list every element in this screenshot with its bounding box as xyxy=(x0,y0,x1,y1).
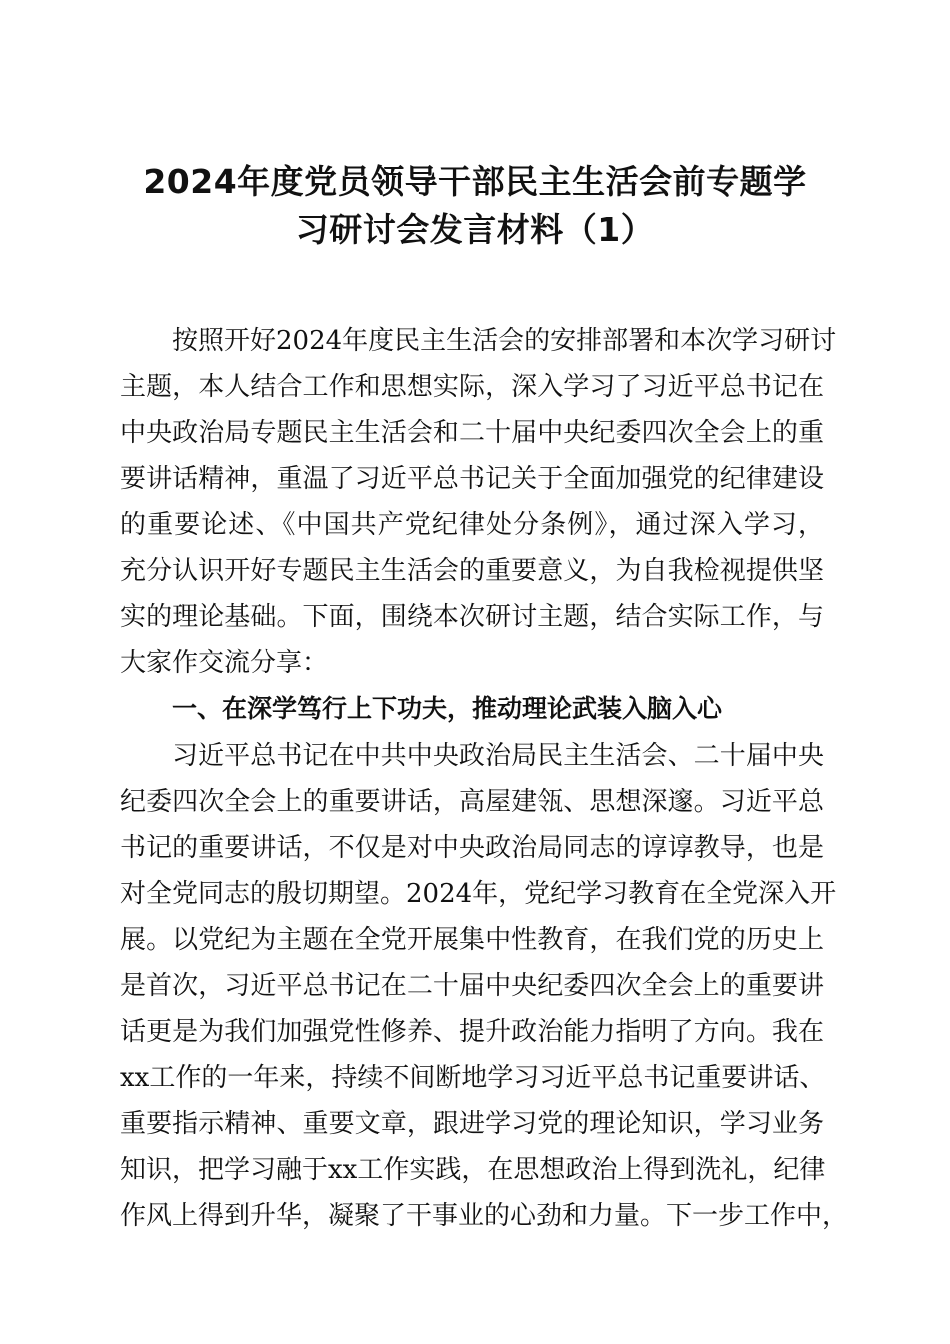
document-title-line-1: 2024年度党员领导干部民主生活会前专题学 xyxy=(143,162,807,201)
intro-paragraph-line: 大家作交流分享： xyxy=(120,648,329,678)
section-paragraph-line: 对全党同志的殷切期望。2024年，党纪学习教育在全党深入开 xyxy=(120,879,837,909)
intro-paragraph-line: 主题，本人结合工作和思想实际，深入学习了习近平总书记在 xyxy=(120,372,824,402)
section-paragraph-line: 纪委四次全会上的重要讲话，高屋建瓴、思想深邃。习近平总 xyxy=(120,787,824,817)
intro-paragraph-line: 按照开好2024年度民主生活会的安排部署和本次学习研讨 xyxy=(172,326,837,356)
intro-paragraph-line: 充分认识开好专题民主生活会的重要意义，为自我检视提供坚 xyxy=(120,556,824,586)
section-paragraph-line: xx工作的一年来，持续不间断地学习习近平总书记重要讲话、 xyxy=(120,1063,826,1093)
section-heading: 一、在深学笃行上下功夫，推动理论武装入脑入心 xyxy=(172,694,723,723)
section-paragraph-line: 展。以党纪为主题在全党开展集中性教育，在我们党的历史上 xyxy=(120,925,824,955)
section-paragraph-line: 书记的重要讲话，不仅是对中央政治局同志的谆谆教导，也是 xyxy=(120,833,824,863)
document-title-line-2: 习研讨会发言材料（1） xyxy=(295,210,655,249)
section-paragraph-line: 知识，把学习融于xx工作实践，在思想政治上得到洗礼，纪律 xyxy=(120,1155,826,1185)
intro-paragraph-line: 要讲话精神，重温了习近平总书记关于全面加强党的纪律建设 xyxy=(120,464,824,494)
section-paragraph-line: 重要指示精神、重要文章，跟进学习党的理论知识，学习业务 xyxy=(120,1109,824,1139)
section-paragraph-line: 作风上得到升华，凝聚了干事业的心劲和力量。下一步工作中， xyxy=(120,1201,849,1231)
intro-paragraph-line: 实的理论基础。下面，围绕本次研讨主题，结合实际工作，与 xyxy=(120,602,824,632)
section-paragraph-line: 话更是为我们加强党性修养、提升政治能力指明了方向。我在 xyxy=(120,1017,824,1047)
intro-paragraph-line: 的重要论述、《中国共产党纪律处分条例》，通过深入学习， xyxy=(120,510,824,540)
intro-paragraph-line: 中央政治局专题民主生活会和二十届中央纪委四次全会上的重 xyxy=(120,418,824,448)
section-paragraph-line: 是首次，习近平总书记在二十届中央纪委四次全会上的重要讲 xyxy=(120,971,824,1001)
section-paragraph-line: 习近平总书记在中共中央政治局民主生活会、二十届中央 xyxy=(172,741,824,771)
